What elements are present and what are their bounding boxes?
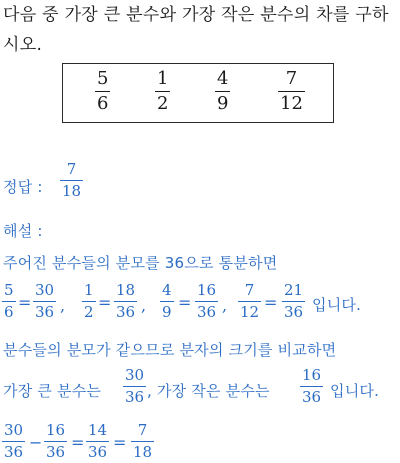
answer-fraction: 7 18: [62, 160, 82, 201]
explanation-label: 해설 :: [3, 222, 43, 240]
fraction-1-2: 1 2: [157, 68, 169, 115]
largest-text: 가장 큰 분수는: [3, 382, 102, 400]
frac-1-2: 1 2: [84, 281, 94, 322]
frac-21-36: 21 36: [284, 281, 304, 322]
fraction-7-12: 7 12: [280, 68, 303, 115]
frac-16-36-calc: 16 36: [46, 421, 66, 462]
equals-sign: =: [264, 293, 278, 312]
explanation-line-3: 분수들의 분모가 같으므로 분자의 크기를 비교하면: [3, 341, 337, 359]
equals-sign: =: [178, 293, 192, 312]
comma: ,: [141, 296, 147, 315]
smallest-text: , 가장 작은 분수는: [147, 382, 270, 400]
frac-4-9: 4 9: [162, 281, 172, 322]
equals-sign: =: [71, 433, 85, 452]
comma: ,: [60, 296, 66, 315]
equals-sign: =: [98, 293, 112, 312]
equals-sign: =: [113, 433, 127, 452]
frac-16-36-small: 16 36: [302, 366, 322, 407]
fraction-box: [62, 63, 334, 123]
frac-16-36: 16 36: [197, 281, 217, 322]
frac-18-36: 18 36: [116, 281, 136, 322]
minus-sign: −: [29, 433, 43, 452]
frac-30-36: 30 36: [35, 281, 55, 322]
equals-sign: =: [18, 293, 32, 312]
fraction-4-9: 4 9: [217, 68, 229, 115]
suffix-text: 입니다.: [312, 296, 362, 314]
fraction-5-6: 5 6: [97, 68, 109, 115]
question-line-1: 다음 중 가장 큰 분수와 가장 작은 분수의 차를 구하: [3, 5, 389, 25]
comma: ,: [222, 296, 228, 315]
frac-5-6: 5 6: [4, 281, 14, 322]
question-line-2: 시오.: [3, 35, 43, 55]
explanation-line-1: 주어진 분수들의 분모를 36으로 통분하면: [3, 254, 278, 272]
frac-14-36: 14 36: [88, 421, 108, 462]
frac-30-36-calc: 30 36: [4, 421, 24, 462]
suffix-text: 입니다.: [330, 382, 380, 400]
frac-30-36-big: 30 36: [125, 366, 145, 407]
frac-7-12: 7 12: [240, 281, 260, 322]
frac-7-18: 7 18: [133, 421, 153, 462]
answer-label: 정답 :: [3, 178, 43, 196]
